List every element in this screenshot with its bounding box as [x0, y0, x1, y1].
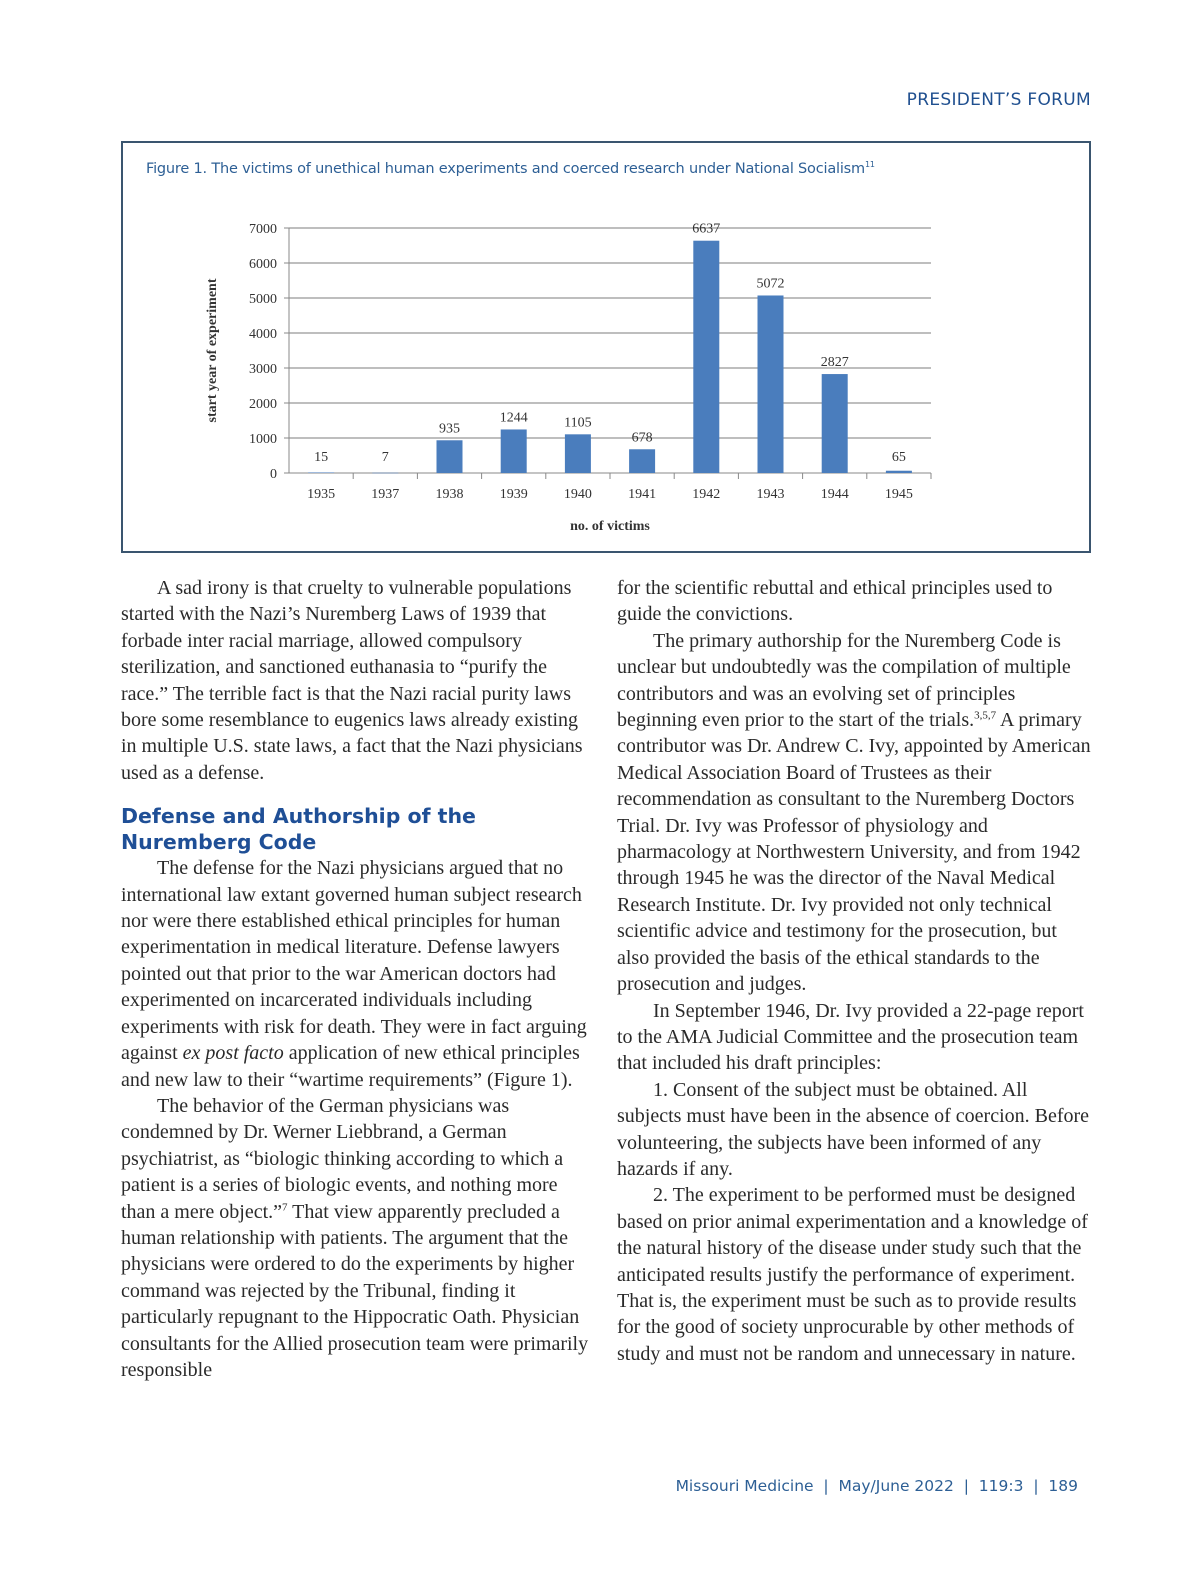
y-axis-title: start year of experiment: [205, 278, 220, 423]
data-label: 7: [381, 450, 389, 465]
paragraph: [121, 1093, 595, 1383]
list-item: 1. Consent of the subject must be obtained. All subjects must have been in the absence of coercion. Before volunteering, the subjects have been informed of any hazards if any.: [617, 1078, 1090, 1180]
figure-caption-text: Figure 1. The victims of unethical human experiments and coerced research under National Socialism: [146, 160, 865, 177]
paragraph: [617, 628, 1091, 998]
x-axis-title: no. of victims: [570, 519, 650, 534]
left-column: [121, 575, 595, 1383]
bar-1935: [308, 472, 334, 473]
y-tick-label: 1000: [249, 432, 277, 447]
paragraph: A sad irony is that cruelty to vulnerable populations started with the Nazi’s Nuremberg Laws of 1939 that forbade inter racial marriage, allowed compulsory sterilization, and sanctioned euthanasia to “purify the race.” The terrible fact is that the Nazi racial purity laws bore some resemblance to eugenics laws already existing in multiple U.S. state laws, a fact that the Nazi physicians used as a defense.: [121, 577, 583, 784]
bar-1945: [886, 471, 912, 473]
figure-1: [121, 141, 1091, 553]
x-tick-label: 1943: [756, 487, 785, 502]
data-label: 1244: [499, 410, 528, 426]
text: The primary authorship for the Nuremberg Code is unclear but undoubtedly was the compilation of multiple contributors and was an evolving set of principles beginning even prior to the start of the trials.: [617, 629, 1071, 732]
bar-1942: [693, 241, 719, 473]
y-tick-label: 7000: [249, 222, 277, 237]
y-tick-label: 3000: [249, 362, 277, 377]
paragraph: In September 1946, Dr. Ivy provided a 22-page report to the AMA Judicial Committee and the prosecution team that included his draft principles:: [617, 999, 1084, 1075]
data-label: 6637: [692, 221, 721, 237]
bar-chart: [123, 143, 1089, 551]
x-tick-label: 1940: [563, 487, 592, 502]
data-label: 1105: [564, 415, 592, 431]
text: The defense for the Nazi physicians argued that no international law extant governed human subject research nor were there established ethical principles for human experimentation in medical literature. Defense lawyers pointed out that prior to the war American doctors had experimented on incarcerated individuals including experiments with risk for death. They were in fact arguing against: [121, 857, 587, 1065]
data-label: 65: [891, 450, 906, 465]
x-tick-label: 1937: [371, 487, 400, 502]
x-tick-label: 1942: [692, 487, 721, 502]
right-column: [617, 575, 1091, 1367]
x-tick-label: 1945: [884, 487, 913, 502]
paragraph: for the scientific rebuttal and ethical principles used to guide the convictions.: [617, 577, 1053, 626]
reference: 7: [282, 1200, 288, 1213]
bar-1937: [372, 473, 398, 474]
x-tick-label: 1939: [499, 487, 528, 502]
y-tick-label: 6000: [249, 257, 277, 272]
reference: 3,5,7: [974, 709, 997, 722]
bar-1940: [565, 434, 591, 473]
x-tick-label: 1941: [628, 487, 657, 502]
y-tick-label: 2000: [249, 397, 277, 412]
y-tick-label: 5000: [249, 292, 277, 307]
data-label: 678: [631, 430, 653, 446]
text: That view apparently precluded a human relationship with patients. The argument that the physicians were ordered to do the experiments by higher command was rejected by the Tribunal, finding it particularly repugnant to the Hippocratic Oath. Physician consultants for the Allied prosecution team were primarily responsible: [121, 1200, 589, 1381]
section-heading: Defense and Authorship of the Nuremberg Code: [121, 804, 476, 855]
bar-1944: [822, 374, 848, 473]
running-head: PRESIDENT’S FORUM: [906, 90, 1091, 110]
data-label: 15: [314, 450, 329, 465]
bar-1939: [501, 429, 527, 473]
x-tick-label: 1935: [307, 487, 336, 502]
y-tick-label: 0: [270, 467, 277, 482]
bar-1941: [629, 449, 655, 473]
bar-1938: [437, 440, 463, 473]
text: A primary contributor was Dr. Andrew C. Ivy, appointed by American Medical Association Board of Trustees as their recommendation as consultant to the Nuremberg Doctors Trial. Dr. Ivy was Professor of physiology and pharmacology at Northwestern University, and from 1942 through 1945 he was the director of the Naval Medical Research Institute. Dr. Ivy provided not only technical scientific advice and testimony for the prosecution, but also provided the basis of the ethical standards to the prosecution and judges.: [617, 709, 1091, 996]
text: The behavior of the German physicians was condemned by Dr. Werner Liebbrand, a German psychiatrist, as “biologic thinking according to which a patient is a series of biologic events, and nothing more than a mere object.”: [121, 1094, 564, 1223]
data-label: 5072: [756, 276, 785, 292]
y-tick-label: 4000: [249, 327, 277, 342]
data-label: 935: [439, 421, 460, 437]
x-tick-label: 1944: [820, 487, 849, 502]
italic-text: ex post facto: [182, 1042, 284, 1065]
x-tick-label: 1938: [435, 487, 464, 502]
bar-1943: [758, 295, 784, 473]
paragraph: [121, 855, 595, 1093]
page-footer: Missouri Medicine | May/June 2022 | 119:3 | 189: [675, 1477, 1078, 1495]
caption-reference: 11: [864, 160, 875, 169]
data-label: 2827: [820, 355, 849, 371]
list-item: 2. The experiment to be performed must be designed based on prior animal experimentation and a knowledge of the natural history of the disease under study such that the anticipated results justify the performance of experiment. That is, the experiment must be such as to provide results for the good of society unprocurable by other methods of study and must not be random and unnecessary in nature.: [617, 1184, 1088, 1365]
text: application of new ethical principles and new law to their “wartime requirements” (Figure 1).: [121, 1042, 580, 1091]
